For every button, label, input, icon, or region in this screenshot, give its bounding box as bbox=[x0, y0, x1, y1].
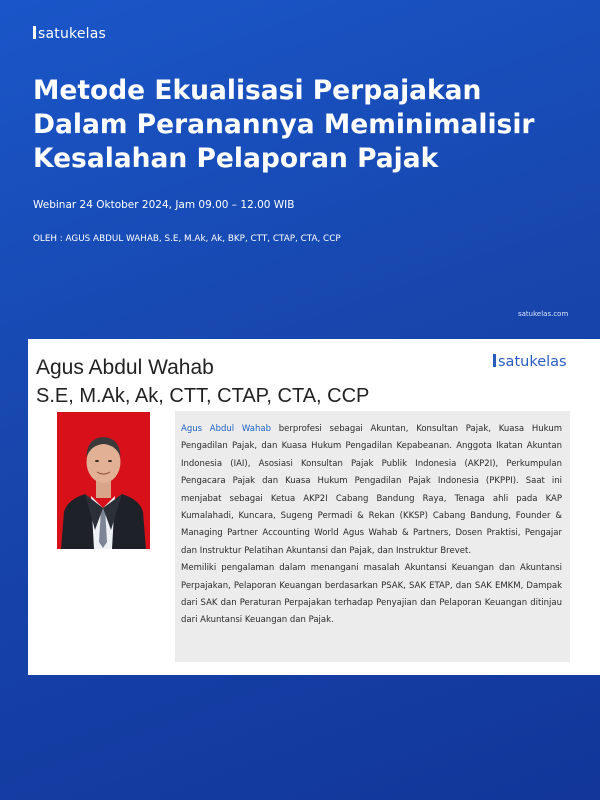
logo-mark-icon bbox=[493, 354, 496, 367]
speaker-portrait-icon bbox=[57, 412, 150, 549]
website-url: satukelas.com bbox=[518, 310, 569, 318]
title-line-2: Dalam Peranannya Meminimalisir bbox=[33, 109, 535, 140]
page-title bbox=[33, 74, 573, 176]
author-line: OLEH : AGUS ABDUL WAHAB, S.E, M.Ak, Ak, BKP, CTT, CTAP, CTA, CCP bbox=[33, 234, 341, 244]
webinar-info: Webinar 24 Oktober 2024, Jam 09.00 – 12.00 WIB bbox=[33, 199, 295, 211]
brand-logo-text: satukelas bbox=[38, 26, 107, 42]
speaker-bio bbox=[175, 411, 570, 662]
speaker-card bbox=[28, 339, 600, 675]
brand-logo bbox=[33, 26, 106, 42]
bio-paragraph-2: Memiliki pengalaman dalam menangani masalah Akuntansi Keuangan dan Akuntansi Perpajakan, Pelaporan Keuangan berdasarkan PSAK, SAK ETAP, dan SAK EMKM, Dampak dari SAK dan Peraturan Perpajakan terhadap Penyajian dan Pelaporan Keuangan ditinjau dari Akuntansi Keuangan dan Pajak. bbox=[181, 563, 562, 626]
speaker-name: Agus Abdul Wahab bbox=[36, 356, 214, 379]
logo-mark-icon bbox=[33, 26, 36, 39]
speaker-photo bbox=[57, 412, 150, 549]
card-brand-logo-text: satukelas bbox=[498, 354, 567, 370]
speaker-credentials: S.E, M.Ak, Ak, CTT, CTAP, CTA, CCP bbox=[36, 385, 370, 407]
card-brand-logo bbox=[493, 354, 567, 370]
bio-paragraph-1 bbox=[181, 421, 562, 560]
bio-paragraph-1-text: berprofesi sebagai Akuntan, Konsultan Pajak, Kuasa Hukum Pengadilan Pajak, dan Kuasa Hukum Pengadilan Kepabeanan. Anggota Ikatan Akuntan Indonesia (IAI), Asosiasi Konsultan Pajak Publik Indonesia (AKP2I), Perkumpulan Pengacara Pajak dan Kuasa Hukum Pengadilan Pajak Indonesia (PKPPI). Saat ini menjabat sebagai Ketua AKP2I Cabang Bandung Raya, Tenaga ahli pada KAP Kumalahadi, Kuncara, Sugeng Permadi & Rekan (KKSP) Cabang Bandung, Founder & Managing Partner Accounting World Agus Wahab & Partners, Dosen Praktisi, Pengajar dan Instruktur Pelatihan Akuntansi dan Pajak, dan Instruktur Brevet. bbox=[181, 424, 562, 556]
title-line-3: Kesalahan Pelaporan Pajak bbox=[33, 143, 439, 174]
title-line-1: Metode Ekualisasi Perpajakan bbox=[33, 75, 482, 106]
bio-speaker-name: Agus Abdul Wahab bbox=[181, 424, 271, 434]
